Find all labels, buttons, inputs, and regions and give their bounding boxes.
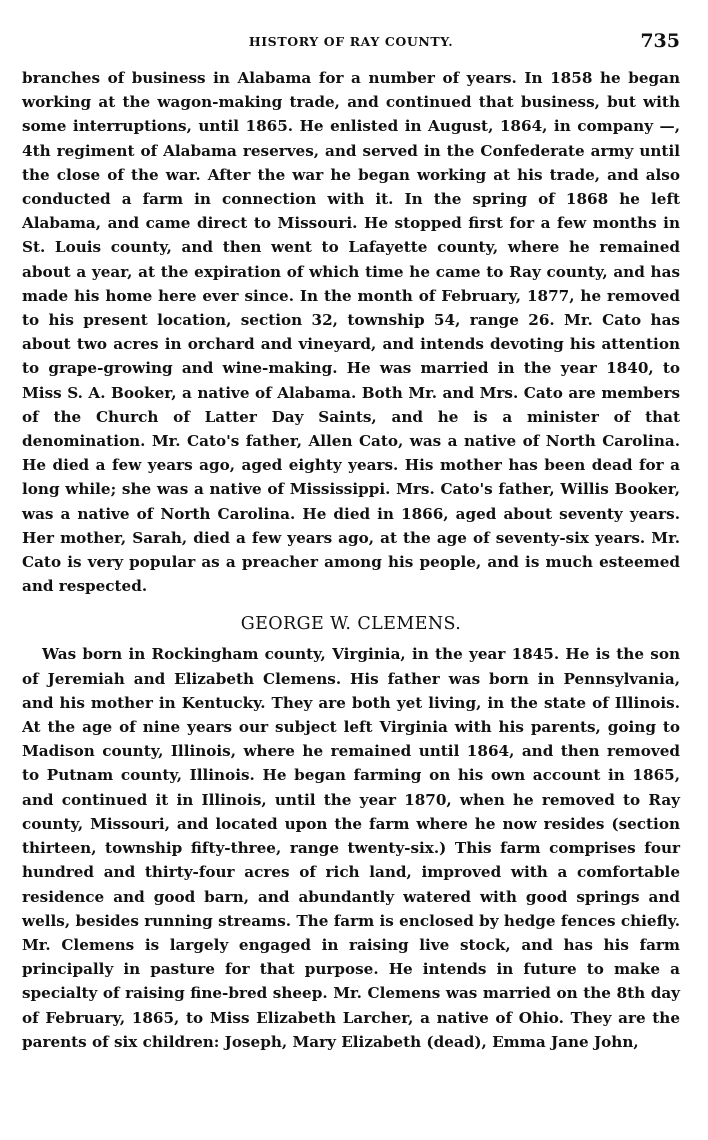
clemens-biography: Was born in Rockingham county, Virginia, in the year 1845. He is the son of Jeremiah and Elizabeth Clemens. His father was born in Pennsylvania, and his mother in Kentucky. They are both yet living, in the state of Illinois. At the age of nine years our subject left Virginia with his parents, going to Madison county, Illinois, where he remained until 1864, and then removed to Putnam county, Illinois. He began farming on his own account in 1865, and continued it in Illinois, until the year 1870, when he removed to Ray county, Missouri, and located upon the farm where he now resides (section thirteen, township fifty-three, range twenty-six.) This farm comprises four hundred and thirty-four acres of rich land, improved with a comfortable residence and good barn, and abundantly watered with good springs and wells, besides running streams. The farm is enclosed by hedge fences chiefly. Mr. Clemens is largely engaged in raising live stock, and has his farm principally in pasture for that purpose. He intends in future to make a specialty of raising fine-bred sheep. Mr. Clemens was married on the 8th day of February, 1865, to Miss Elizabeth Larcher, a native of Ohio. They are the parents of six children: Joseph, Mary Elizabeth (dead), Emma Jane John, bbox=[22, 645, 680, 1051]
cato-biography-continued: branches of business in Alabama for a number of years. In 1858 he began working at the wagon-making trade, and continued that business, but with some interruptions, until 1865. He enlisted in August, 1864, in company —, 4th regiment of Alabama reserves, and served in the Confederate army until the close of the war. After the war he began working at his trade, and also conducted a farm in connection with it. In the spring of 1868 he left Alabama, and came direct to Missouri. He stopped first for a few months in St. Louis county, and then went to Lafayette county, where he remained about a year, at the expiration of which time he came to Ray county, and has made his home here ever since. In the month of February, 1877, he removed to his present location, section 32, township 54, range 26. Mr. Cato has about two acres in orchard and vineyard, and intends devoting his attention to grape-growing and wine-making. He was married in the year 1840, to Miss S. A. Booker, a native of Alabama. Both Mr. and Mrs. Cato are members of the Church of Latter Day Saints, and he is a minister of that denomination. Mr. Cato's father, Allen Cato, was a native of North Carolina. He died a few years ago, aged eighty years. His mother has been dead for a long while; she was a native of Mississippi. Mrs. Cato's father, Willis Booker, was a native of North Carolina. He died in 1866, aged about seventy years. Her mother, Sarah, died a few years ago, at the age of seventy-six years. Mr. Cato is very popular as a preacher among his people, and is much esteemed and respected. bbox=[22, 69, 680, 596]
page-number: 735 bbox=[640, 30, 680, 52]
running-title: HISTORY OF RAY COUNTY. bbox=[248, 34, 454, 49]
section-heading-clemens: GEORGE W. CLEMENS. bbox=[240, 614, 462, 635]
running-header bbox=[22, 30, 680, 54]
